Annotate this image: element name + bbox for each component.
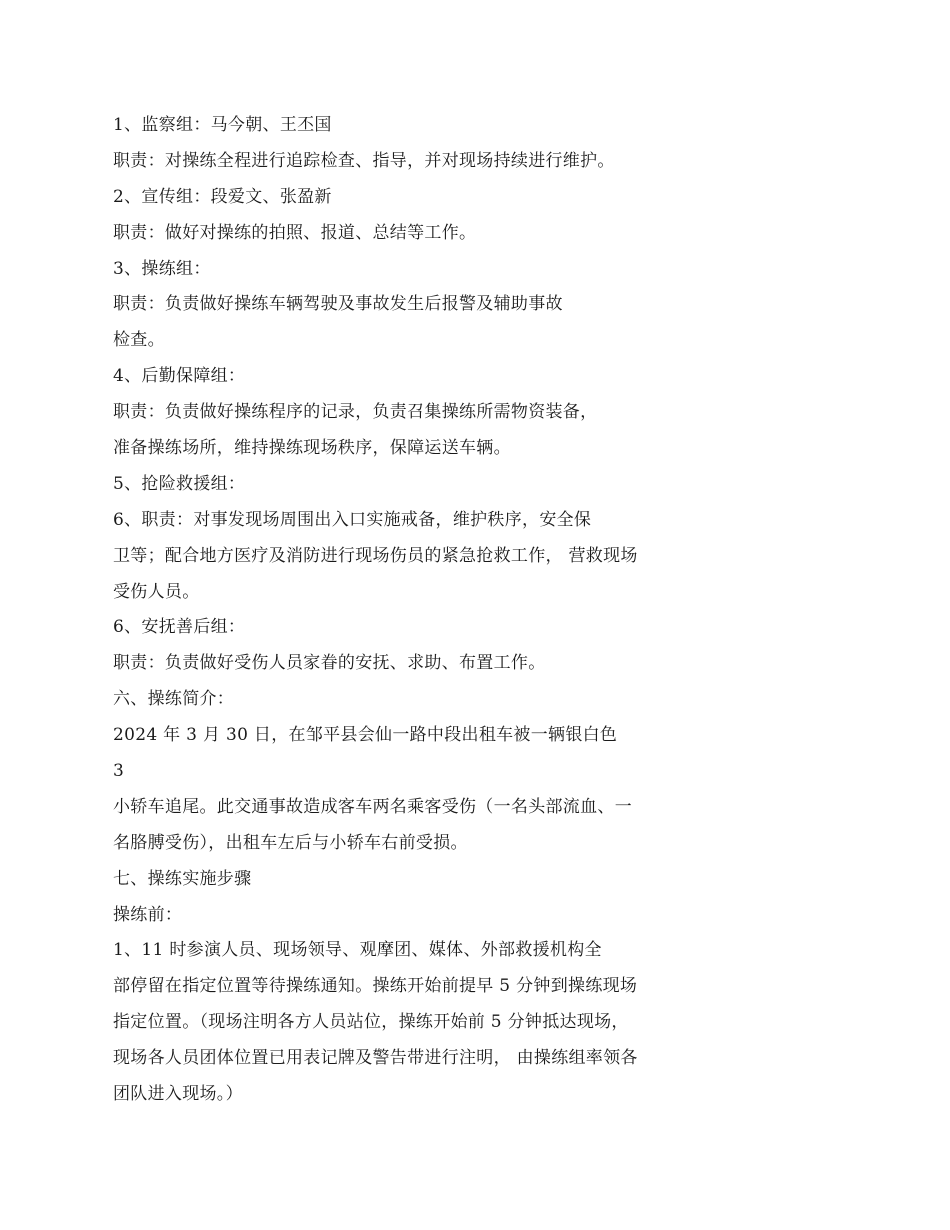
drill-duty: 职责：负责做好操练车辆驾驶及事故发生后报警及辅助事故 (113, 294, 563, 315)
step-1-line-4: 现场各人员团体位置已用表记牌及警告带进行注明， 由操练组率领各 (113, 1048, 638, 1069)
step-1-paragraph: 1、11 时参演人员、现场领导、观摩团、媒体、外部救援机构全 (113, 940, 602, 961)
heading-drill-overview: 六、操练简介： (113, 689, 235, 710)
overview-paragraph-end: 名胳膊受伤），出租车左后与小轿车右前受损。 (113, 832, 468, 853)
section-publicity-group: 2、宣传组：段爱文、张盈新 (113, 186, 332, 207)
section-drill-group: 3、操练组： (113, 258, 211, 279)
supervision-duty: 职责：对操练全程进行追踪检查、指导，并对现场持续进行维护。 (113, 150, 615, 171)
aftercare-duty: 职责：负责做好受伤人员家眷的安抚、求助、布置工作。 (113, 653, 546, 674)
section-rescue-group: 5、抢险救援组： (113, 473, 246, 494)
logistics-duty: 职责：负责做好操练程序的记录，负责召集操练所需物资装备， (113, 402, 598, 423)
drill-duty-continued: 检查。 (113, 330, 165, 351)
overview-paragraph: 2024 年 3 月 30 日，在邹平县会仙一路中段出租车被一辆银白色 (113, 725, 618, 746)
step-1-line-5: 团队进入现场。） (113, 1084, 243, 1105)
rescue-duty: 6、职责：对事发现场周围出入口实施戒备，维护秩序，安全保 (113, 509, 592, 530)
step-1-line-2: 部停留在指定位置等待操练通知。操练开始前提早 5 分钟到操练现场 (113, 976, 638, 997)
rescue-duty-continued: 卫等；配合地方医疗及消防进行现场伤员的紧急抢救工作， 营救现场 (113, 545, 638, 566)
document-body (113, 108, 713, 1113)
step-1-line-3: 指定位置。（现场注明各方人员站位，操练开始前 5 分钟抵达现场， (113, 1012, 629, 1033)
section-aftercare-group: 6、安抚善后组： (113, 617, 246, 638)
subheading-before-drill: 操练前： (113, 904, 183, 925)
rescue-duty-end: 受伤人员。 (113, 581, 200, 602)
logistics-duty-continued: 准备操练场所，维持操练现场秩序，保障运送车辆。 (113, 438, 511, 459)
section-logistics-group: 4、后勤保障组： (113, 366, 246, 387)
page-number: 3 (113, 761, 125, 782)
publicity-duty: 职责：做好对操练的拍照、报道、总结等工作。 (113, 222, 477, 243)
overview-paragraph-continued: 小轿车追尾。此交通事故造成客车两名乘客受伤（一名头部流血、一 (113, 796, 632, 817)
section-supervision-group: 1、监察组：马今朝、王丕国 (113, 115, 332, 135)
heading-drill-steps: 七、操练实施步骤 (113, 868, 252, 889)
